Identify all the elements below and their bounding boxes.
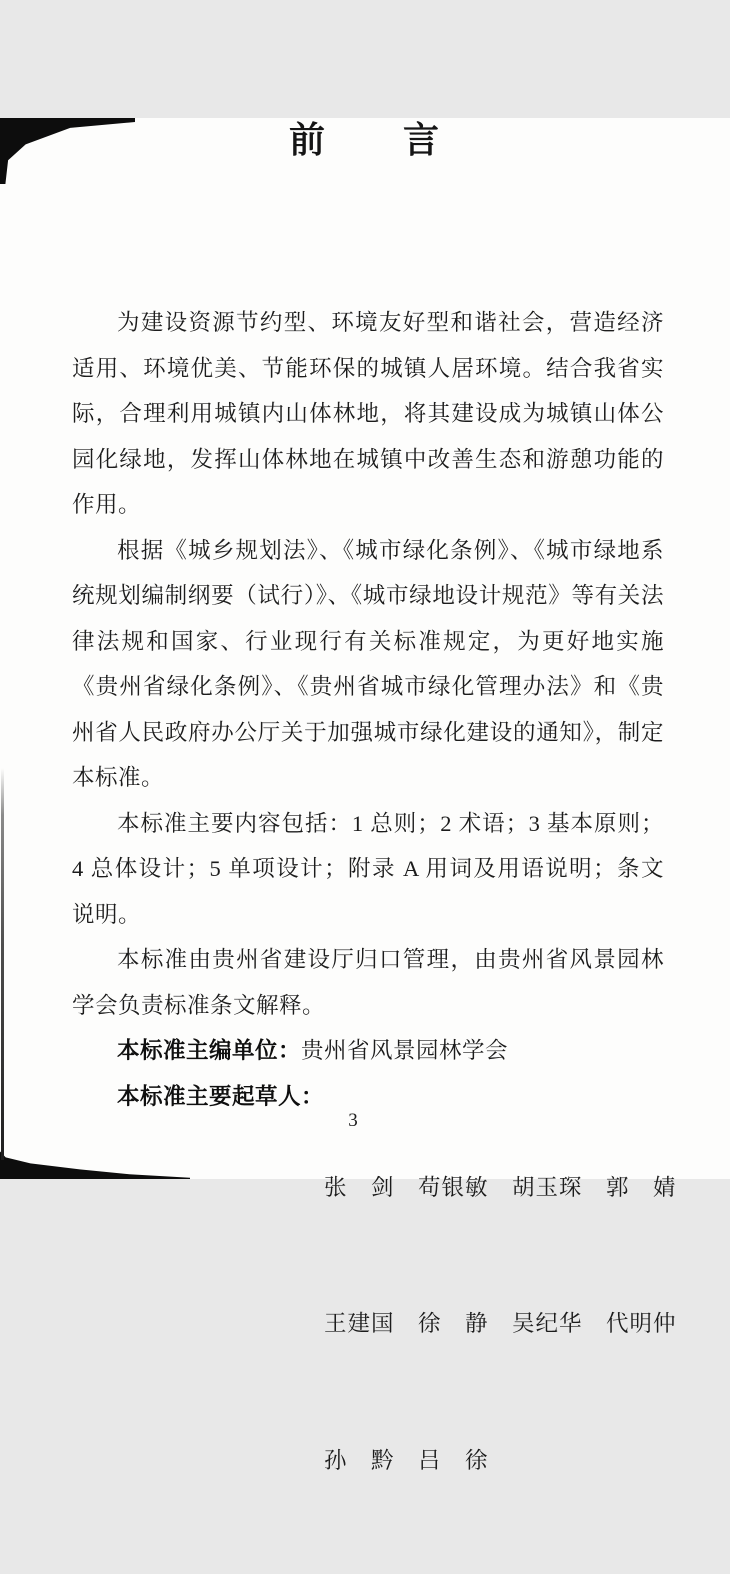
paragraph-4: 本标准由贵州省建设厅归口管理，由贵州省风景园林学会负责标准条文解释。 [72,937,664,1028]
chief-editor-line [72,1028,664,1074]
drafter-row-1: 张 剑 苟银敏 胡玉琛 郭 婧 [324,1165,677,1211]
page-title: 前 言 [0,118,730,162]
chief-editor-label: 本标准主编单位： [117,1028,301,1074]
drafter-row-2: 王建国 徐 静 吴纪华 代明仲 [324,1301,677,1347]
page-number: 3 [0,1110,718,1132]
paragraph-2: 根据《城乡规划法》、《城市绿化条例》、《城市绿地系统规划编制纲要（试行）》、《城市绿地设计规范》等有关法律法规和国家、行业现行有关标准规定，为更好地实施《贵州省绿化条例》、《贵州省城市绿化管理办法》和《贵州省人民政府办公厅关于加强城市绿化建设的通知》，制定本标准。 [72,528,664,801]
document-body [72,300,664,1574]
paragraph-1: 为建设资源节约型、环境友好型和谐社会，营造经济适用、环境优美、节能环保的城镇人居环境。结合我省实际，合理利用城镇内山体林地，将其建设成为城镇山体公园化绿地，发挥山体林地在城镇中改善生态和游憩功能的作用。 [72,300,664,528]
drafters-line [72,1074,664,1574]
drafters-names [324,1074,677,1574]
drafters-label: 本标准主要起草人： [117,1074,324,1120]
drafter-row-3: 孙 黔 吕 徐 [324,1438,677,1484]
paragraph-3: 本标准主要内容包括：1 总则；2 术语；3 基本原则；4 总体设计；5 单项设计；附录 A 用词及用语说明；条文说明。 [72,801,664,938]
scan-artifact-left-edge [1,768,4,1160]
chief-editor-value: 贵州省风景园林学会 [301,1028,508,1074]
document-page [0,118,730,1179]
